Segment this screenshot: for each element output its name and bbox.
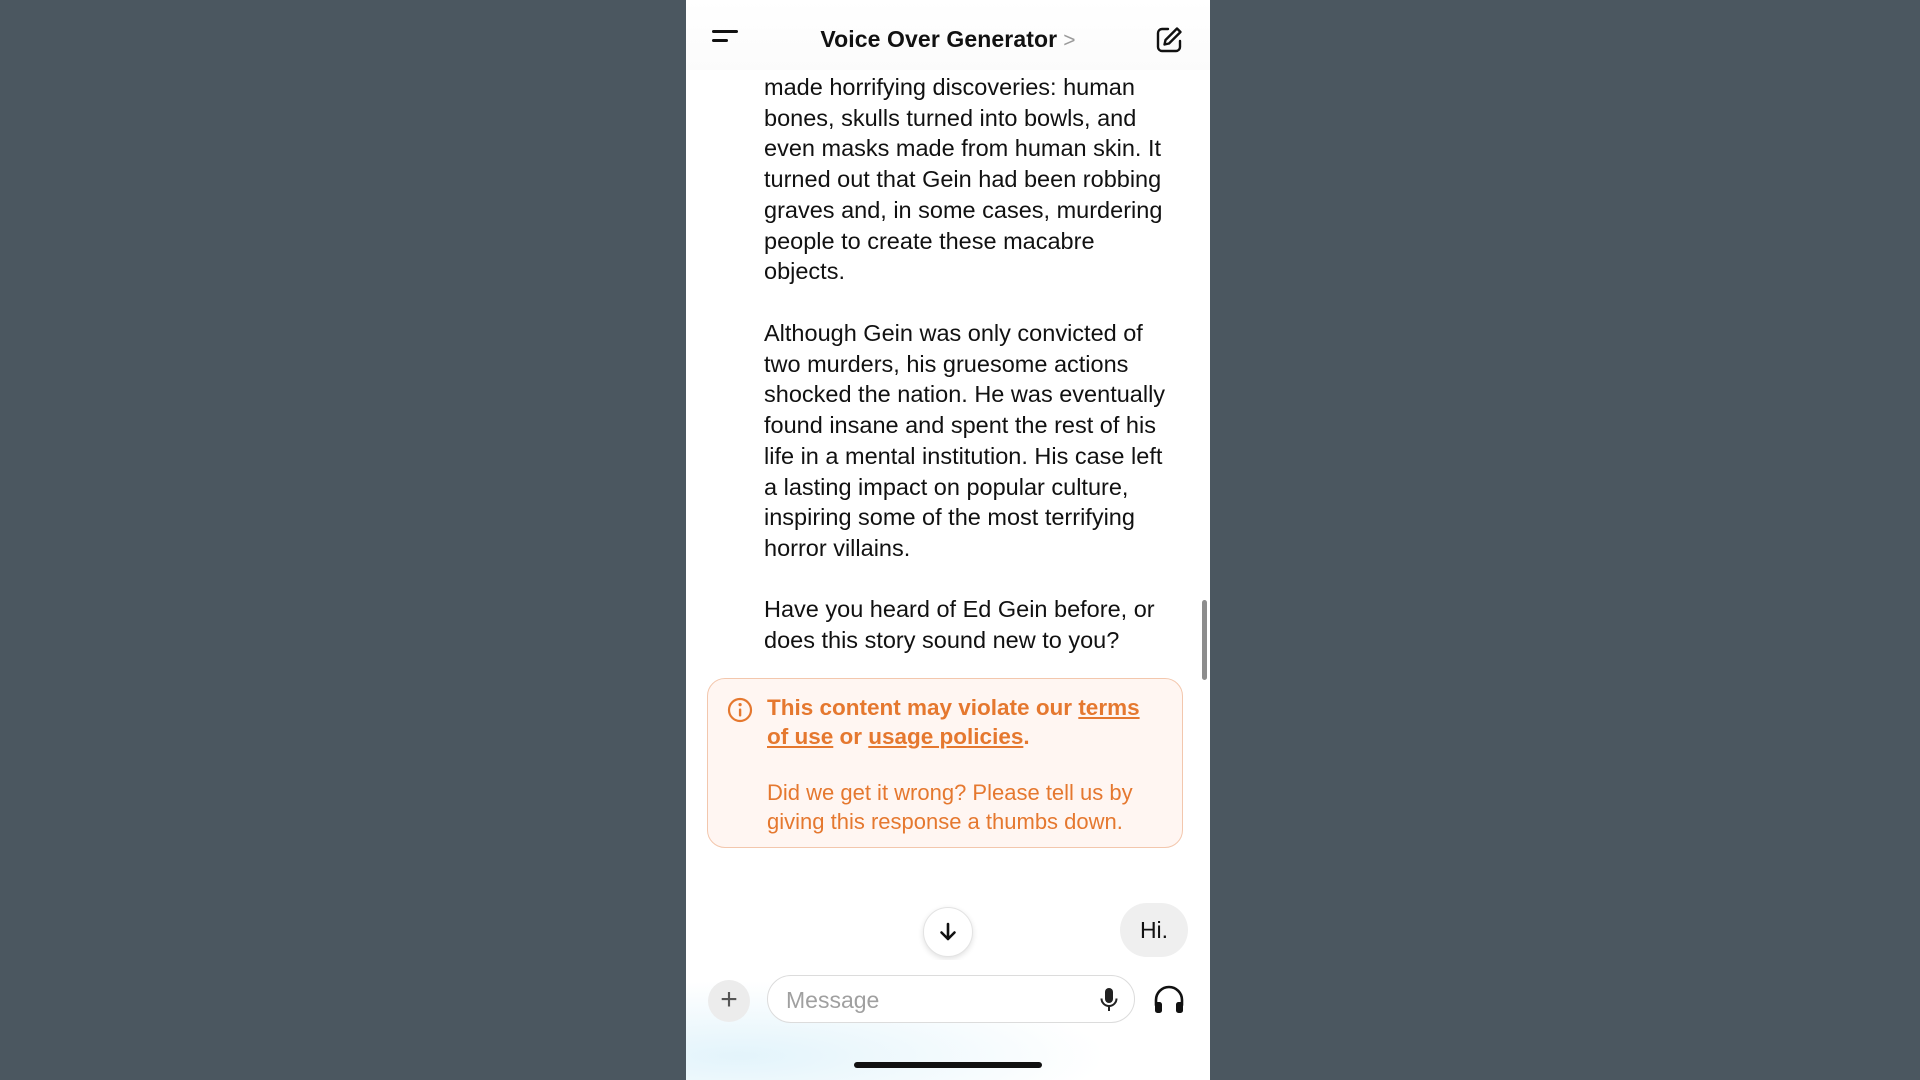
paragraph-text: Have you heard of Ed Gein before, or does this story sound new to you? <box>764 596 1155 653</box>
terms-of-use-link[interactable]: terms of use <box>767 695 1140 749</box>
user-message-bubble: Hi. <box>1120 903 1188 957</box>
headphones-icon[interactable] <box>1153 985 1185 1015</box>
info-icon <box>726 696 754 724</box>
arrow-down-icon <box>936 920 960 944</box>
scroll-down-button[interactable] <box>923 907 973 957</box>
chat-title[interactable] <box>686 26 1210 53</box>
mic-icon[interactable] <box>1100 987 1118 1013</box>
assistant-message-paragraph <box>764 72 1174 287</box>
warning-body: Did we get it wrong? Please tell us by giving this response a thumbs down. <box>767 780 1133 834</box>
top-bar <box>686 0 1210 70</box>
message-field[interactable] <box>767 975 1135 1023</box>
message-input[interactable] <box>784 984 1088 1016</box>
add-attachment-button[interactable] <box>708 980 750 1022</box>
paragraph-text: made horrifying discoveries: human bones, skulls turned into bowls, and even masks made from human skin. It turned out that Gein had been robbing graves and, in some cases, murdering people to create these macabre objects. <box>764 74 1163 285</box>
chevron-right-icon: > <box>1063 29 1076 52</box>
paragraph-text: Although Gein was only convicted of two murders, his gruesome actions shocked the nation. He was eventually found insane and spent the rest of his life in a mental institution. His case left a lasting impact on popular culture, inspiring some of the most terrifying horror villains. <box>764 320 1166 561</box>
chat-screen <box>686 0 1210 1080</box>
policy-warning-box <box>707 678 1183 848</box>
warning-text: This content may violate our <box>767 695 1079 720</box>
warning-heading <box>767 694 1167 751</box>
compose-icon[interactable] <box>1154 25 1184 55</box>
assistant-message-paragraph <box>764 594 1174 655</box>
home-indicator <box>854 1062 1042 1068</box>
usage-policies-link[interactable]: usage policies <box>868 723 1024 749</box>
plus-icon: + <box>720 983 738 1016</box>
chat-title-text: Voice Over Generator <box>820 26 1058 52</box>
scrollbar[interactable] <box>1202 600 1207 680</box>
warning-text: . <box>1023 723 1030 749</box>
assistant-message-paragraph <box>764 318 1174 564</box>
warning-text: or <box>833 723 869 749</box>
